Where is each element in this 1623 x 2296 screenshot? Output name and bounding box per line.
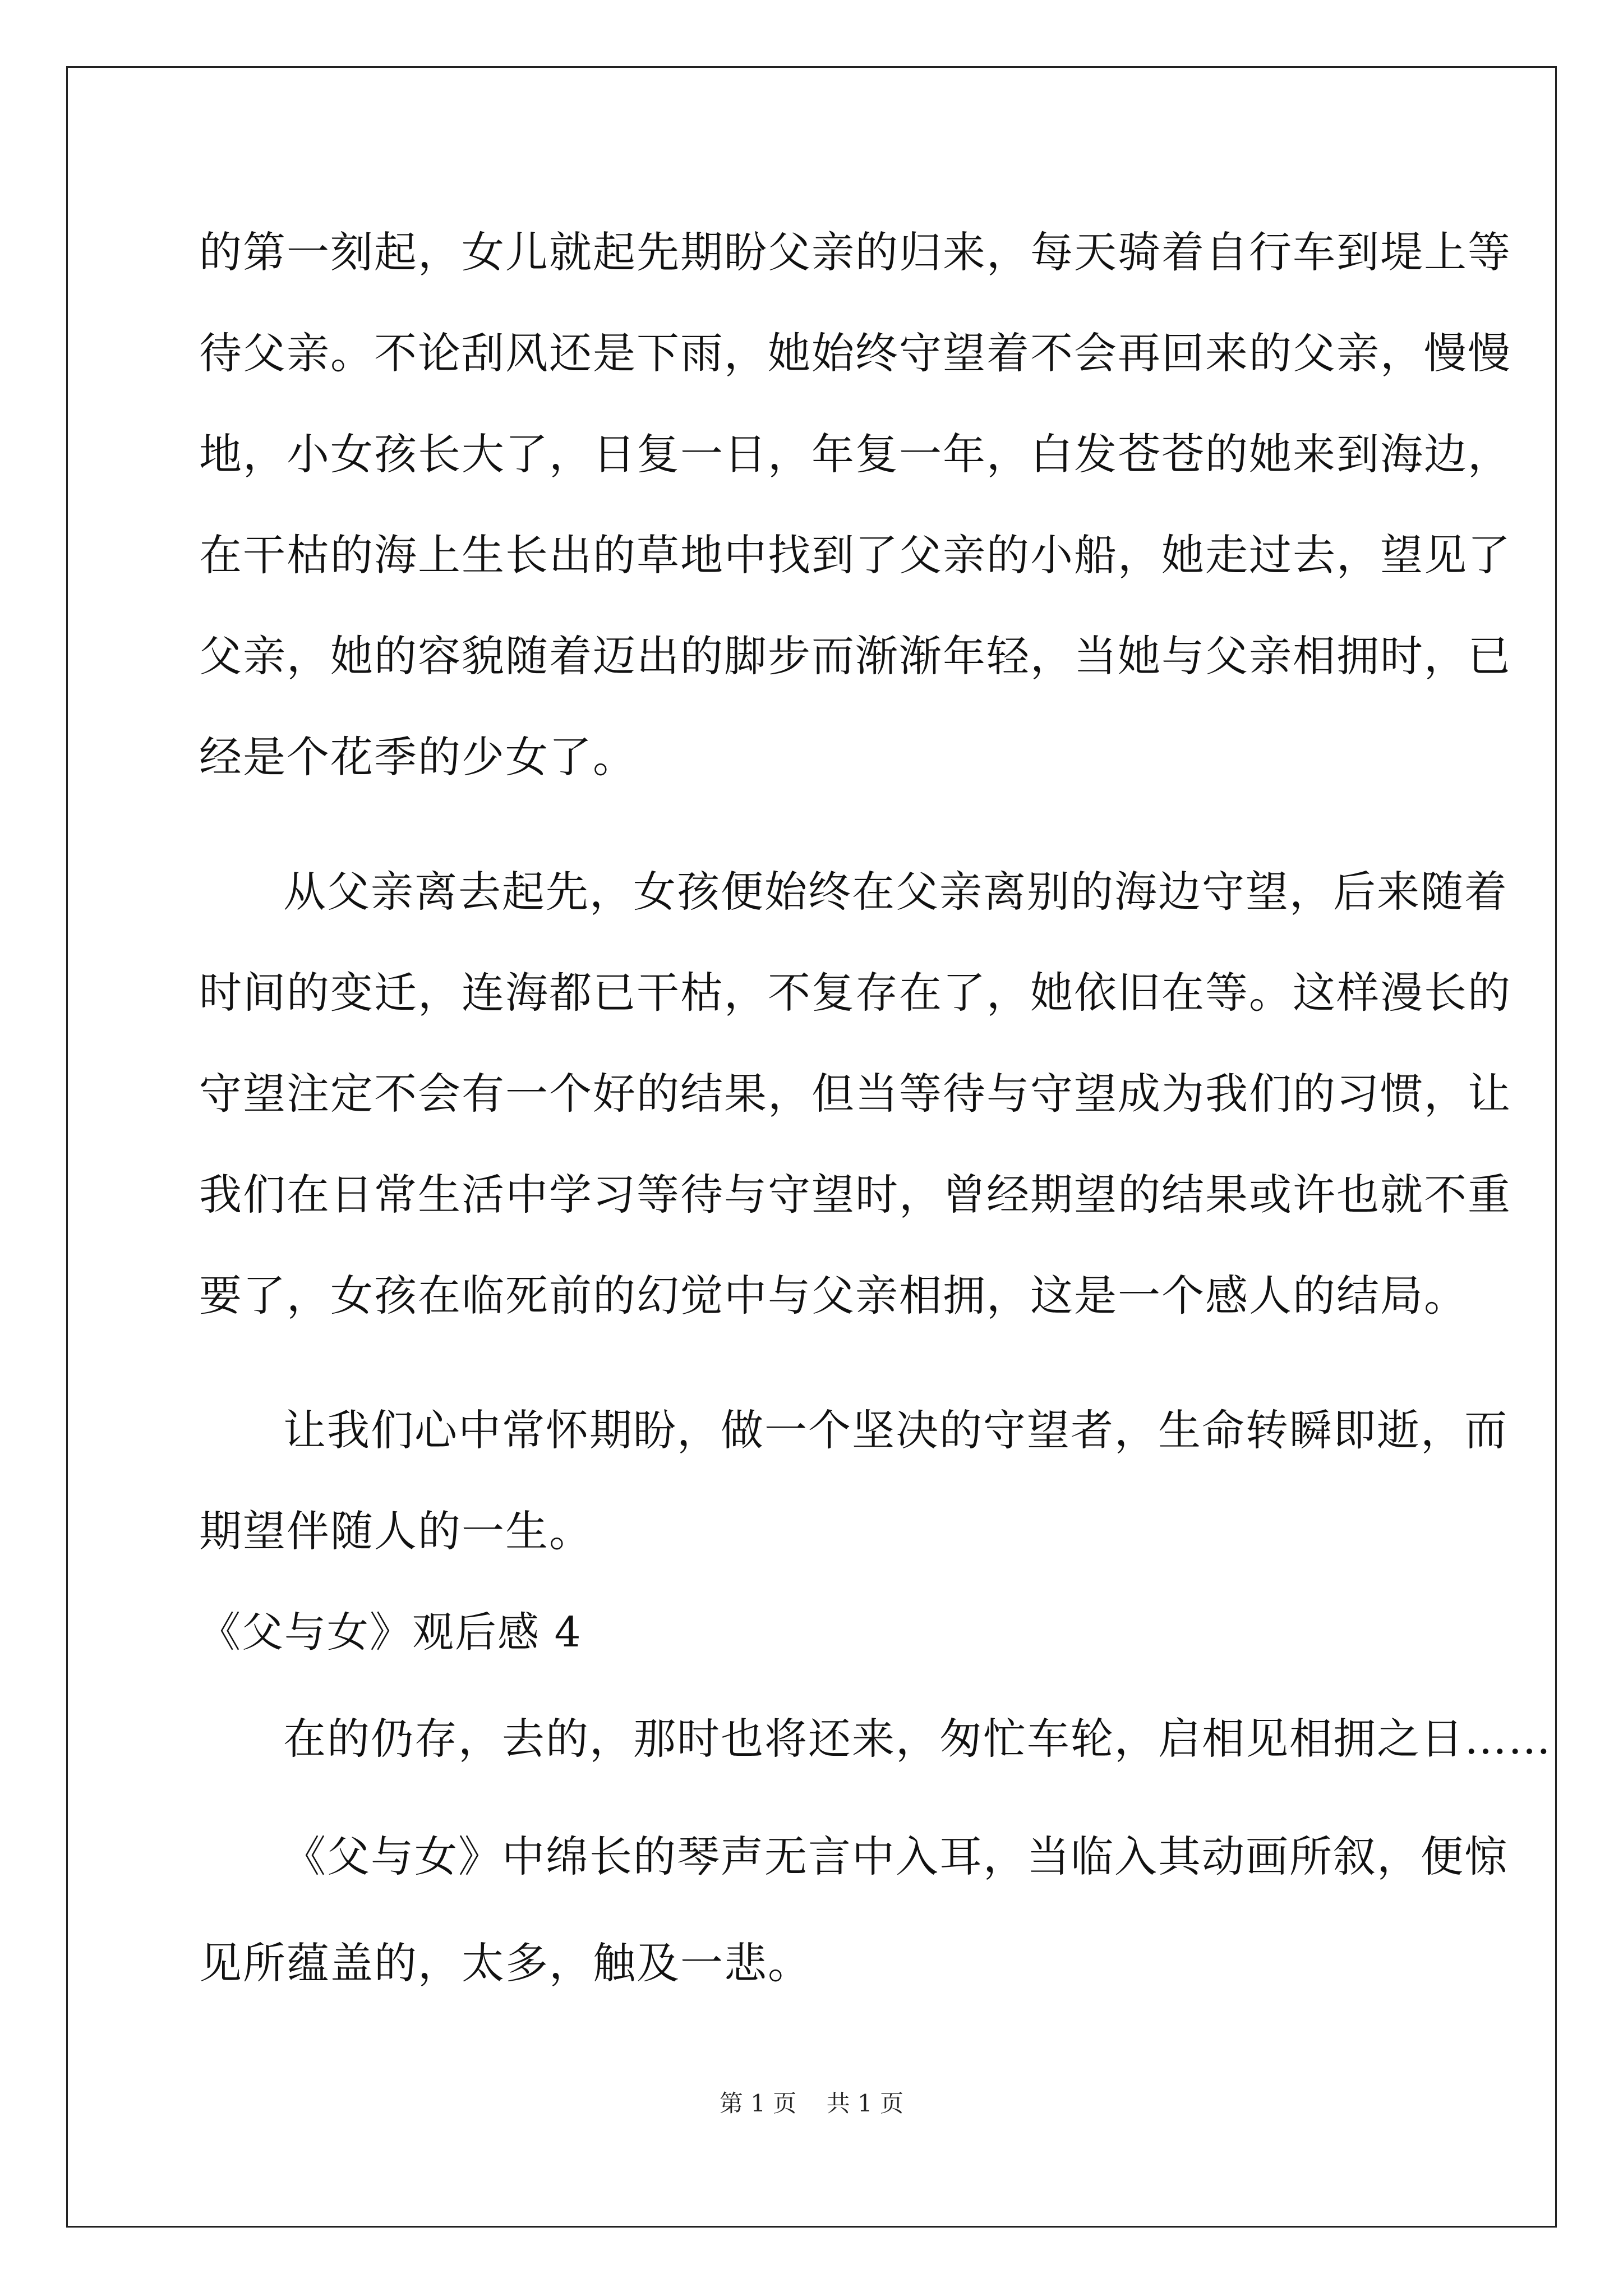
text-line: 在干枯的海上生长出的草地中找到了父亲的小船，她走过去，望见了 xyxy=(199,530,1511,580)
paragraph-start-line: 让我们心中常怀期盼，做一个坚决的守望者，生命转瞬即逝，而 xyxy=(283,1405,1508,1455)
total-pages: 共 1 页 xyxy=(826,2090,904,2117)
text-line: 守望注定不会有一个好的结果，但当等待与守望成为我们的习惯，让 xyxy=(199,1069,1511,1119)
text-line: 经是个花季的少女了。 xyxy=(199,732,637,782)
text-line: 待父亲。不论刮风还是下雨，她始终守望着不会再回来的父亲，慢慢 xyxy=(199,328,1511,378)
text-line: 父亲，她的容貌随着迈出的脚步而渐渐年轻，当她与父亲相拥时，已 xyxy=(199,631,1511,681)
paragraph-start-line: 从父亲离去起先，女孩便始终在父亲离别的海边守望，后来随着 xyxy=(283,867,1508,917)
page-footer xyxy=(0,2087,1623,2120)
text-line: 要了，女孩在临死前的幻觉中与父亲相拥，这是一个感人的结局。 xyxy=(199,1271,1468,1320)
text-line: 时间的变迁，连海都已干枯，不复存在了，她依旧在等。这样漫长的 xyxy=(199,968,1511,1018)
section-heading: 《父与女》观后感 4 xyxy=(199,1608,582,1657)
text-line: 见所蕴盖的，太多，触及一悲。 xyxy=(199,1938,811,1988)
text-line: 的第一刻起，女儿就起先期盼父亲的归来，每天骑着自行车到堤上等 xyxy=(199,227,1511,277)
page-number: 第 1 页 xyxy=(719,2090,797,2117)
paragraph-start-line: 《父与女》中绵长的琴声无言中入耳，当临入其动画所叙，便惊 xyxy=(283,1832,1508,1881)
paragraph-start-line: 在的仍存，去的，那时也将还来，匆忙车轮，启相见相拥之日…… xyxy=(283,1714,1552,1764)
page-border xyxy=(66,66,1557,2228)
text-line: 地，小女孩长大了，日复一日，年复一年，白发苍苍的她来到海边， xyxy=(199,429,1511,479)
text-line: 期望伴随人的一生。 xyxy=(199,1506,593,1556)
text-line: 我们在日常生活中学习等待与守望时，曾经期望的结果或许也就不重 xyxy=(199,1170,1511,1220)
